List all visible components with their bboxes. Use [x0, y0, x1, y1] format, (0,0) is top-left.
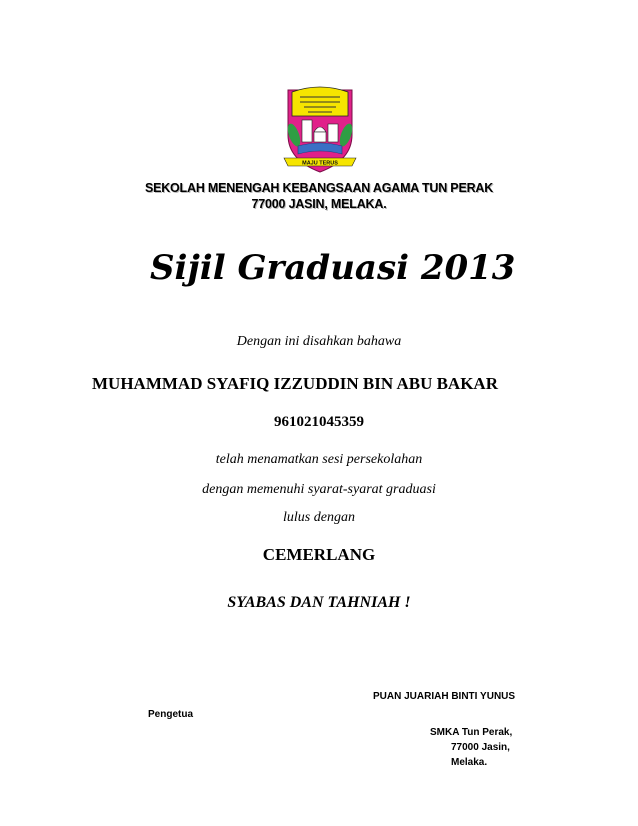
congrats-text: SYABAS DAN TAHNIAH !	[227, 594, 411, 611]
crest-banner-text: MAJU TERUS	[302, 160, 338, 167]
certificate-intro: Dengan ini disahkan bahawa	[236, 334, 402, 349]
signatory-address-1: SMKA Tun Perak,	[430, 727, 513, 738]
school-address: 77000 JASIN, MELAKA.	[251, 197, 387, 211]
requirement-line: dengan memenuhi syarat-syarat graduasi	[202, 482, 436, 497]
student-name: MUHAMMAD SYAFIQ IZZUDDIN BIN ABU BAKAR	[92, 374, 498, 393]
ic-number: 961021045359	[274, 414, 364, 430]
signatory-address-2: 77000 Jasin,	[451, 742, 510, 753]
grade-text: CEMERLANG	[262, 545, 376, 564]
pass-line: lulus dengan	[283, 510, 355, 525]
certificate-title: Sijil Graduasi 2013	[150, 248, 516, 288]
signatory-role: Pengetua	[148, 709, 194, 720]
signatory-name: PUAN JUARIAH BINTI YUNUS	[373, 691, 516, 702]
school-name: SEKOLAH MENENGAH KEBANGSAAN AGAMA TUN PERAK	[144, 181, 494, 195]
completion-line: telah menamatkan sesi persekolahan	[215, 452, 423, 467]
school-crest-logo	[280, 80, 360, 175]
signatory-address-3: Melaka.	[451, 757, 488, 768]
